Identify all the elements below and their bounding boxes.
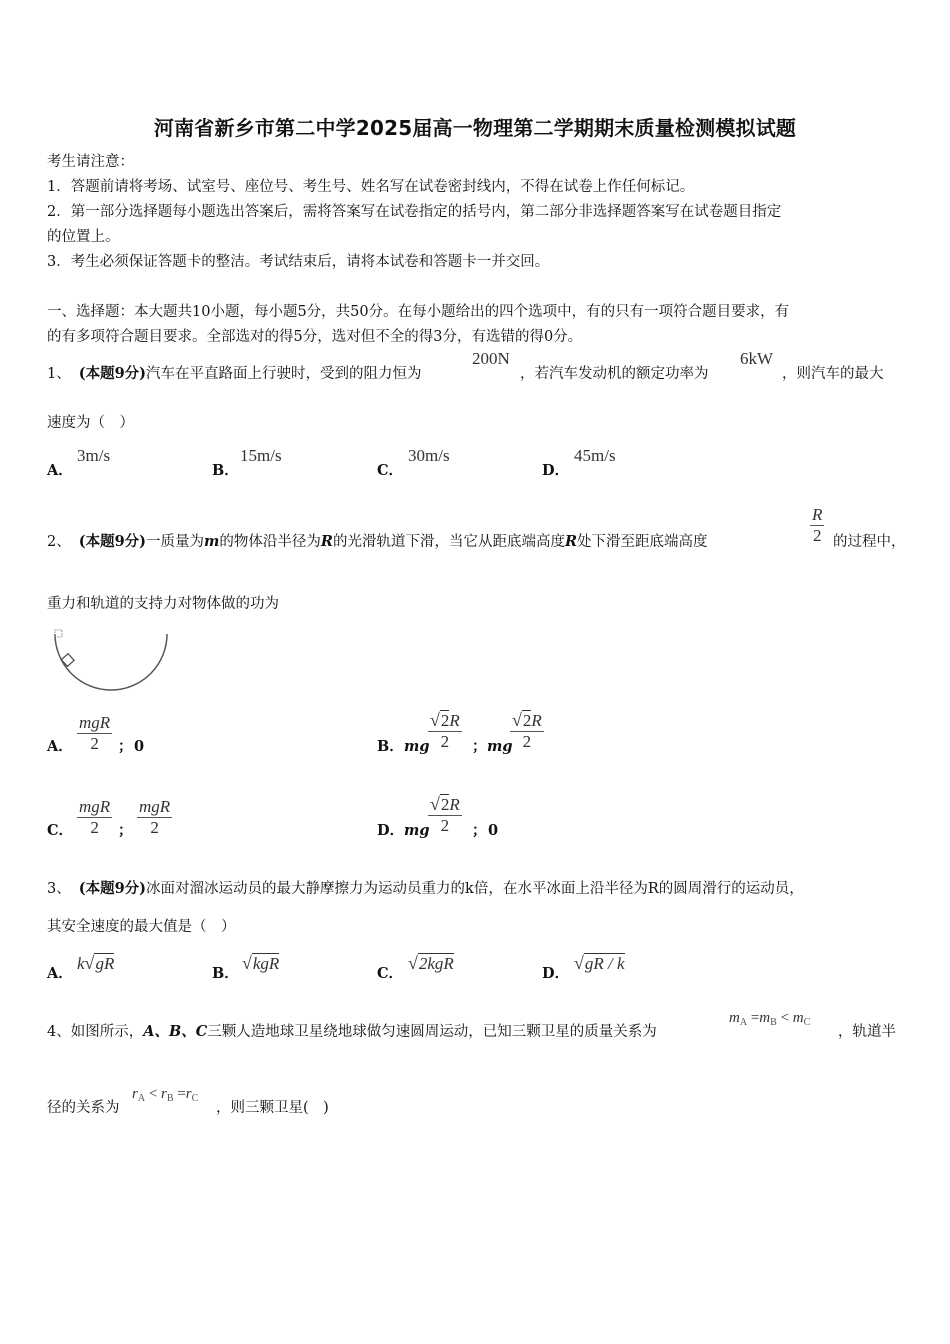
notice-item: 的位置上。 — [47, 229, 120, 245]
radius-relation: $r_A < r_B =r_C$ — [132, 1086, 199, 1104]
q-text: 其安全速度的最大值是（ ） — [47, 919, 236, 935]
option-value: 3m/s — [77, 446, 111, 465]
option-d-tail: 0 — [488, 822, 499, 839]
q-number: 1、 — [47, 366, 71, 382]
q-tag: (本题9分) — [78, 880, 147, 897]
q-text: ，轨道半 — [838, 1024, 896, 1040]
option-label: A． — [47, 965, 73, 982]
option-value: 15m/s — [240, 446, 282, 465]
option-label: D． — [377, 822, 405, 839]
page-title: 河南省新乡市第二中学2025届高一物理第二学期期末质量检测模拟试题 — [153, 116, 797, 140]
notice-item: 1．答题前请将考场、试室号、座位号、考生号、姓名写在试卷密封线内，不得在试卷上作任何标记。 — [47, 179, 695, 195]
var-m: m — [204, 533, 220, 550]
question-4 — [47, 1022, 657, 1042]
q-text: 处下滑至距底端高度 — [577, 534, 708, 550]
q-text: ，则汽车的最大 — [782, 366, 884, 382]
var-R: R — [320, 533, 333, 550]
option-a-tail: 0 — [134, 738, 145, 755]
option-c-frac-2: $\frac{\text{mgR}}{2}$ — [139, 797, 171, 837]
notice-heading: 考生请注意： — [47, 154, 134, 170]
power-value: 6kW — [740, 349, 774, 368]
option-b-frac-2: $\frac{√2R}{2}$ — [512, 710, 542, 751]
q-text: 径的关系为 — [47, 1100, 120, 1116]
option-label: B． — [212, 462, 239, 479]
question-2 — [47, 532, 708, 552]
separator: ； — [118, 738, 133, 755]
q-number: 2、 — [47, 534, 71, 550]
option-value: 45m/s — [574, 446, 616, 465]
force-value: 200N — [472, 349, 510, 368]
q-text: 速度为（ ） — [47, 415, 134, 431]
option-label: D． — [542, 462, 570, 479]
section-intro: 的有多项符合题目要求。全部选对的得5分，选对但不全的得3分，有选错的得0分。 — [47, 329, 583, 345]
option-a-formula: $\frac{\text{mgR}}{2}$ — [79, 713, 111, 753]
q-text: 一质量为 — [146, 534, 205, 550]
mg: mg — [487, 738, 513, 755]
option-label: D． — [542, 965, 570, 982]
var-R: R — [564, 533, 578, 550]
option-formula: √gR / k — [574, 953, 625, 973]
separator: ； — [472, 822, 487, 839]
separator: ； — [472, 738, 487, 755]
option-label: B． — [377, 738, 404, 755]
question-1 — [47, 364, 422, 384]
option-formula: √kgR — [242, 953, 280, 973]
q-text: 三颗人造地球卫星绕地球做匀速圆周运动，已知三颗卫星的质量关系为 — [207, 1024, 657, 1040]
section-intro: 一、选择题：本大题共10小题，每小题5分，共50分。在每小题给出的四个选项中，有的只有一项符合题目要求，有 — [47, 304, 790, 320]
q-tag: (本题9分) — [78, 365, 147, 382]
option-formula: √2kgR — [408, 953, 454, 973]
notice-item: 3．考生必须保证答题卡的整洁。考试结束后，请将本试卷和答题卡一并交回。 — [47, 254, 550, 270]
q-text: 冰面对溜冰运动员的最大静摩擦力为运动员重力的k倍，在水平冰面上沿半径为R的圆周滑行的运动员， — [146, 881, 804, 897]
q-text: 的光滑轨道下滑，当它从距底端高度 — [332, 534, 565, 550]
q-text: ，则三颗卫星( ) — [216, 1100, 329, 1116]
option-label: C． — [47, 822, 74, 839]
option-value: 30m/s — [408, 446, 450, 465]
q-text: ，若汽车发动机的额定功率为 — [520, 366, 709, 382]
question-3 — [47, 879, 804, 899]
option-c-frac-1: $\frac{\text{mgR}}{2}$ — [79, 797, 111, 837]
option-b-frac-1: $\frac{√2R}{2}$ — [430, 710, 460, 751]
separator: ； — [118, 822, 133, 839]
q-text: 的物体沿半径为 — [219, 534, 321, 550]
q-tag: (本题9分) — [78, 533, 147, 550]
q-text: 的过程中， — [833, 534, 906, 550]
option-label: A． — [47, 738, 73, 755]
option-d-frac: $\frac{√2R}{2}$ — [430, 794, 460, 835]
q-text: 重力和轨道的支持力对物体做的功为 — [47, 596, 279, 612]
mg: mg — [404, 738, 430, 755]
q-number: 3、 — [47, 881, 71, 897]
start-block — [55, 630, 62, 637]
q-text: 如图所示， — [70, 1024, 144, 1040]
option-formula: k√gR — [77, 953, 115, 973]
option-label: B． — [212, 965, 239, 982]
option-label: A． — [47, 462, 73, 479]
q-number: 4、 — [47, 1024, 71, 1040]
mg: mg — [404, 822, 430, 839]
notice-item: 2．第一部分选择题每小题选出答案后，需将答案写在试卷指定的括号内，第二部分非选择题答案写在试卷题目指定 — [47, 204, 782, 220]
fraction-r-over-2: $\frac{R}{2}$ — [812, 505, 823, 545]
option-label: C． — [377, 462, 404, 479]
q-text: 汽车在平直路面上行驶时，受到的阻力恒为 — [146, 366, 422, 382]
satellites: A、B、C — [143, 1023, 208, 1040]
option-label: C． — [377, 965, 404, 982]
track-diagram — [50, 626, 175, 692]
mass-relation: $m_A =m_B < m_C$ — [729, 1010, 811, 1028]
